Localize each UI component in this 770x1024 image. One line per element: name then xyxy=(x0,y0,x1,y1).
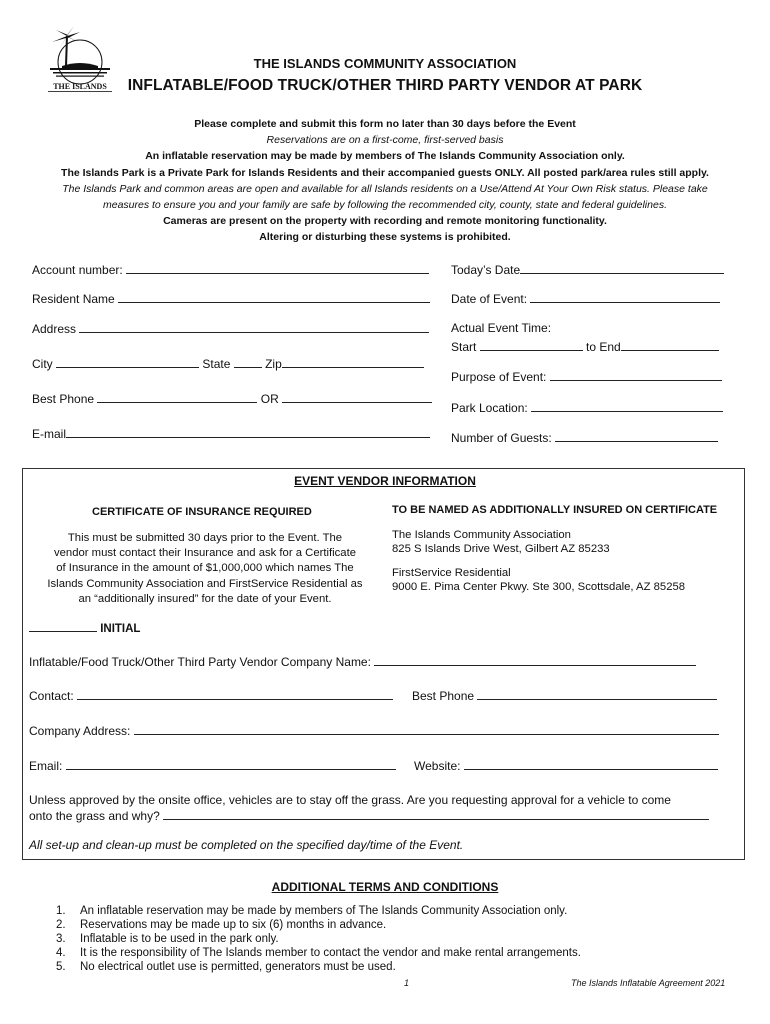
vendor-email-field[interactable] xyxy=(29,758,396,773)
insured-1-name: The Islands Community Association xyxy=(392,529,571,541)
vendor-phone-field[interactable] xyxy=(412,688,717,703)
vendor-section-title: EVENT VENDOR INFORMATION xyxy=(294,474,476,488)
intro-line-8: Altering or disturbing these systems is prohibited. xyxy=(259,231,511,244)
list-item: 1. An inflatable reservation may be made by members of The Islands Community Association only. xyxy=(56,905,568,917)
website-line[interactable] xyxy=(464,758,718,770)
address-label: Address xyxy=(32,322,77,336)
park-location-field[interactable] xyxy=(451,400,723,415)
purpose-field[interactable] xyxy=(451,369,722,384)
company-name-label: Inflatable/Food Truck/Other Third Party Vendor Company Name: xyxy=(29,655,371,669)
cert-line-1: This must be submitted 30 days prior to the Event. The xyxy=(67,532,343,544)
vendor-phone-line[interactable] xyxy=(477,688,717,700)
zip-label: Zip xyxy=(265,357,282,371)
date-of-event-label: Date of Event: xyxy=(451,292,528,306)
setup-note: All set-up and clean-up must be completed on the specified day/time of the Event. xyxy=(29,838,464,852)
list-item: 5. No electrical outlet use is permitted, generators must be used. xyxy=(56,961,396,973)
resident-name-field[interactable] xyxy=(32,291,430,306)
best-phone-label: Best Phone xyxy=(32,392,95,406)
company-name-line[interactable] xyxy=(374,654,696,666)
insured-heading: TO BE NAMED AS ADDITIONALLY INSURED ON CERTIFICATE xyxy=(392,504,718,516)
vendor-email-label: Email: xyxy=(29,759,63,773)
website-field[interactable] xyxy=(414,758,718,773)
insured-1-address: 825 S Islands Drive West, Gilbert AZ 85233 xyxy=(392,543,610,555)
best-phone-line[interactable] xyxy=(97,391,257,403)
intro-line-3: An inflatable reservation may be made by members of The Islands Community Association only. xyxy=(145,150,625,163)
initial-label: INITIAL xyxy=(100,623,141,635)
todays-date-label: Today’s Date xyxy=(451,263,521,277)
state-label: State xyxy=(202,357,231,371)
intro-block xyxy=(30,116,740,246)
company-address-field[interactable] xyxy=(29,723,719,738)
zip-line[interactable] xyxy=(282,356,424,368)
cert-line-2: vendor must contact their Insurance and ask for a Certificate xyxy=(53,547,357,560)
account-number-line[interactable] xyxy=(126,262,429,274)
best-phone-field[interactable] xyxy=(32,391,432,406)
state-line[interactable] xyxy=(234,356,262,368)
cert-line-5: an “additionally insured” for the date of your Event. xyxy=(78,592,332,605)
todays-date-field[interactable] xyxy=(451,262,724,277)
park-location-line[interactable] xyxy=(531,400,723,412)
number-of-guests-line[interactable] xyxy=(555,430,718,442)
address-line[interactable] xyxy=(79,321,429,333)
purpose-line[interactable] xyxy=(550,369,722,381)
form-title: INFLATABLE/FOOD TRUCK/OTHER THIRD PARTY VENDOR AT PARK xyxy=(127,77,643,94)
vehicle-answer-line[interactable] xyxy=(163,808,709,820)
contact-label: Contact: xyxy=(29,689,74,703)
document-footer: The Islands Inflatable Agreement 2021 xyxy=(571,978,726,988)
to-end-label: to End xyxy=(586,340,621,354)
purpose-label: Purpose of Event: xyxy=(451,370,547,384)
terms-list xyxy=(56,904,581,974)
start-label: Start xyxy=(451,340,477,354)
email-line[interactable] xyxy=(66,426,430,438)
list-item: 3. Inflatable is to be used in the park only. xyxy=(56,933,279,945)
account-number-label: Account number: xyxy=(32,263,123,277)
vehicle-question-line-2-wrap[interactable] xyxy=(29,808,709,824)
intro-line-6: measures to ensure you and your family are safe by following the recommended city, county, state and federal guidelines. xyxy=(102,199,667,212)
or-label: OR xyxy=(260,392,279,406)
resident-name-label: Resident Name xyxy=(32,292,115,306)
intro-line-5: The Islands Park and common areas are open and available for all Islands residents on a Use/Attend At Your Own Risk status. Please take xyxy=(62,182,708,195)
intro-line-7: Cameras are present on the property with recording and remote monitoring functionality. xyxy=(163,215,607,228)
initial-line[interactable] xyxy=(29,621,97,632)
vendor-email-line[interactable] xyxy=(66,758,396,770)
actual-event-time-label: Actual Event Time: xyxy=(451,321,552,335)
end-time-line[interactable] xyxy=(621,339,719,351)
cert-heading: CERTIFICATE OF INSURANCE REQUIRED xyxy=(92,506,312,518)
date-of-event-field[interactable] xyxy=(451,291,720,306)
list-item: 2. Reservations may be made up to six (6) months in advance. xyxy=(56,919,387,931)
city-line[interactable] xyxy=(56,356,199,368)
park-location-label: Park Location: xyxy=(451,401,528,415)
todays-date-line[interactable] xyxy=(520,262,724,274)
initial-field[interactable] xyxy=(29,621,140,635)
vehicle-question-line-2: onto the grass and why? xyxy=(29,809,160,823)
address-field[interactable] xyxy=(32,321,429,336)
city-label: City xyxy=(32,357,53,371)
company-address-label: Company Address: xyxy=(29,724,131,738)
cert-line-3: of Insurance in the amount of $1,000,000 which names The xyxy=(56,562,354,575)
insured-2 xyxy=(392,566,685,594)
account-number-field[interactable] xyxy=(32,262,429,277)
city-state-zip-field[interactable] xyxy=(32,356,424,371)
start-time-line[interactable] xyxy=(480,339,583,351)
cert-body xyxy=(28,531,382,607)
vehicle-question-line-1: Unless approved by the onsite office, vehicles are to stay off the grass. Are you requesting approval for a vehicle to come xyxy=(29,793,671,807)
vendor-phone-label: Best Phone xyxy=(412,689,475,703)
number-of-guests-label: Number of Guests: xyxy=(451,431,552,445)
contact-line[interactable] xyxy=(77,688,393,700)
vehicle-question xyxy=(29,792,709,824)
intro-line-2: Reservations are on a first-come, first-served basis xyxy=(266,134,504,147)
website-label: Website: xyxy=(414,759,461,773)
intro-line-4: The Islands Park is a Private Park for Islands Residents and their accompanied guests ONLY. All posted park/area rules still apply. xyxy=(61,166,709,179)
page-number: 1 xyxy=(404,978,410,988)
date-of-event-line[interactable] xyxy=(530,291,720,303)
cert-line-4: Islands Community Association and FirstService Residential as xyxy=(47,577,363,590)
insured-2-address: 9000 E. Pima Center Pkwy. Ste 300, Scottsdale, AZ 85258 xyxy=(392,581,686,593)
terms-title: ADDITIONAL TERMS AND CONDITIONS xyxy=(271,880,499,894)
contact-field[interactable] xyxy=(29,688,393,703)
logo-text: THE ISLANDS xyxy=(53,82,107,91)
resident-name-line[interactable] xyxy=(118,291,430,303)
email-field[interactable] xyxy=(32,426,430,441)
intro-line-1: Please complete and submit this form no later than 30 days before the Event xyxy=(194,118,576,130)
company-address-line[interactable] xyxy=(134,723,719,735)
insured-1 xyxy=(392,528,610,556)
organization-name: THE ISLANDS COMMUNITY ASSOCIATION xyxy=(253,56,517,71)
alt-phone-line[interactable] xyxy=(282,391,432,403)
list-item: 4. It is the responsibility of The Islands member to contact the vendor and make rental arrangements. xyxy=(56,947,581,959)
insured-2-name: FirstService Residential xyxy=(392,567,511,579)
company-name-field[interactable] xyxy=(29,654,696,669)
email-label: E-mail xyxy=(32,427,67,441)
number-of-guests-field[interactable] xyxy=(451,430,718,445)
event-time-field[interactable] xyxy=(451,339,719,354)
